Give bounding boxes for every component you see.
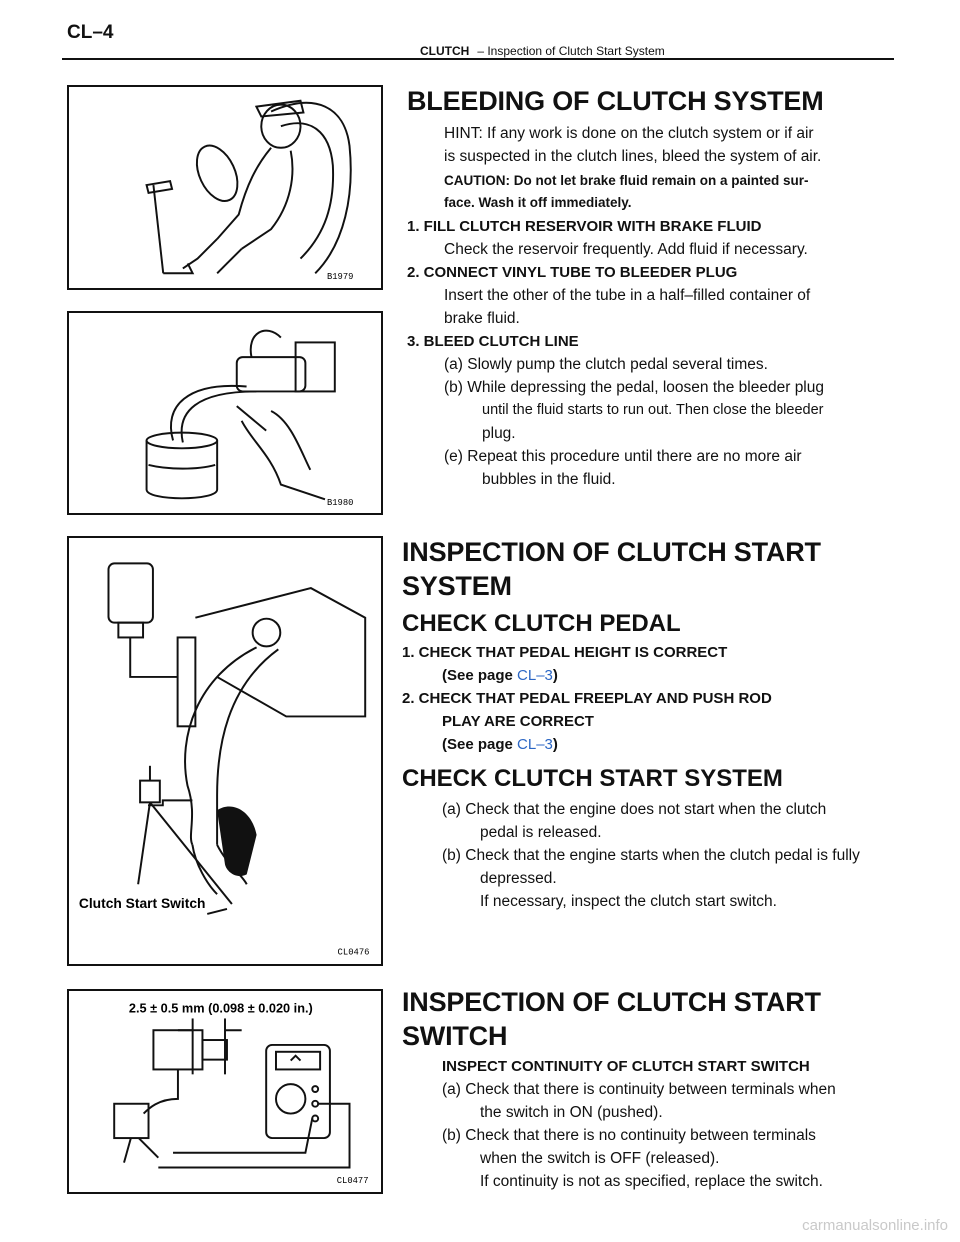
figure-bleeder-container [67, 311, 383, 515]
bleeder-illustration [69, 313, 381, 513]
switch-check-a-2: the switch in ON (pushed). [480, 1104, 663, 1121]
see-page-text: (See page [442, 667, 518, 684]
figure-switch-continuity [67, 989, 383, 1194]
driver-pedal-illustration [69, 87, 381, 288]
continuity-subtitle: INSPECT CONTINUITY OF CLUTCH START SWITCH [442, 1058, 810, 1075]
watermark: carmanualsonline.info [802, 1217, 948, 1234]
page-link-cl3[interactable]: CL–3 [517, 736, 553, 753]
close-paren: ) [552, 667, 558, 684]
fig2-code: B1980 [326, 498, 354, 509]
switch-check-b-1: (b) Check that there is no continuity between terminals [442, 1127, 816, 1144]
fig1-code: B1979 [326, 272, 354, 283]
hint-line-1: HINT: If any work is done on the clutch system or if air [444, 125, 814, 142]
clutch-pedal-illustration [69, 538, 381, 964]
check-system-title: CHECK CLUTCH START SYSTEM [402, 765, 783, 792]
bleed-step-2-title: 2. CONNECT VINYL TUBE TO BLEEDER PLUG [407, 264, 738, 281]
pedal-step-1: 1. CHECK THAT PEDAL HEIGHT IS CORRECT [402, 644, 728, 661]
figure-driver-pedal [67, 85, 383, 290]
dimension-label: 2.5 ± 0.5 mm (0.098 ± 0.020 in.) [128, 1000, 313, 1016]
bleed-step-3-title: 3. BLEED CLUTCH LINE [407, 333, 579, 350]
start-system-title-1: INSPECTION OF CLUTCH START [402, 537, 821, 567]
section-name: CLUTCH [420, 44, 470, 58]
page-number: CL–4 [67, 22, 114, 43]
system-check-b-3: If necessary, inspect the clutch start switch. [480, 893, 777, 910]
section-bleeding [407, 84, 917, 491]
section-start-system [402, 535, 912, 913]
bleed-step-3-b-3: plug. [482, 425, 516, 442]
fig4-code: CL0477 [336, 1176, 369, 1187]
switch-continuity-illustration [69, 991, 381, 1192]
start-switch-title-1: INSPECTION OF CLUTCH START [402, 987, 821, 1017]
switch-check-b-3: If continuity is not as specified, replace the switch. [480, 1173, 823, 1190]
figure-clutch-pedal [67, 536, 383, 966]
hint-line-2: is suspected in the clutch lines, bleed the system of air. [444, 148, 822, 165]
system-check-b-2: depressed. [480, 870, 557, 887]
bleed-step-2-text-2: brake fluid. [444, 310, 520, 327]
bleed-step-2-text-1: Insert the other of the tube in a half–filled container of [444, 287, 811, 304]
pedal-step-2-see-page [402, 733, 912, 756]
section-start-switch [402, 985, 912, 1193]
caution-line-1: CAUTION: Do not let brake fluid remain on a painted sur- [444, 173, 809, 188]
pedal-step-1-see-page [402, 664, 912, 687]
bleeding-title: BLEEDING OF CLUTCH SYSTEM [407, 86, 824, 116]
clutch-start-switch-label: Clutch Start Switch [78, 894, 206, 911]
running-header [420, 44, 665, 58]
page-link-cl3[interactable]: CL–3 [517, 667, 553, 684]
fig3-code: CL0476 [337, 947, 370, 958]
bleed-step-3-b-1: (b) While depressing the pedal, loosen the bleeder plug [444, 379, 824, 396]
see-page-text: (See page [442, 736, 518, 753]
system-check-b-1: (b) Check that the engine starts when the clutch pedal is fully [442, 847, 860, 864]
switch-check-b-2: when the switch is OFF (released). [480, 1150, 720, 1167]
start-system-title-2: SYSTEM [402, 571, 512, 601]
caution-line-2: face. Wash it off immediately. [444, 195, 632, 210]
bleed-step-1-title: 1. FILL CLUTCH RESERVOIR WITH BRAKE FLUID [407, 218, 762, 235]
start-switch-title-2: SWITCH [402, 1021, 508, 1051]
header-rule [62, 58, 894, 60]
switch-check-a-1: (a) Check that there is continuity between terminals when [442, 1081, 836, 1098]
close-paren: ) [552, 736, 558, 753]
check-pedal-title: CHECK CLUTCH PEDAL [402, 610, 681, 637]
bleed-step-3-b-2: until the fluid starts to run out. Then close the bleeder [482, 402, 824, 418]
bleed-step-3-e-1: (e) Repeat this procedure until there are no more air [444, 448, 802, 465]
pedal-step-2-line-2: PLAY ARE CORRECT [442, 713, 594, 730]
section-subtitle: – Inspection of Clutch Start System [477, 44, 665, 58]
bleed-step-3-e-2: bubbles in the fluid. [482, 471, 616, 488]
system-check-a-2: pedal is released. [480, 824, 602, 841]
pedal-step-2-line-1: 2. CHECK THAT PEDAL FREEPLAY AND PUSH ROD [402, 690, 772, 707]
system-check-a-1: (a) Check that the engine does not start when the clutch [442, 801, 827, 818]
bleed-step-3-a: (a) Slowly pump the clutch pedal several times. [444, 356, 768, 373]
bleed-step-1-text: Check the reservoir frequently. Add fluid if necessary. [444, 241, 808, 258]
